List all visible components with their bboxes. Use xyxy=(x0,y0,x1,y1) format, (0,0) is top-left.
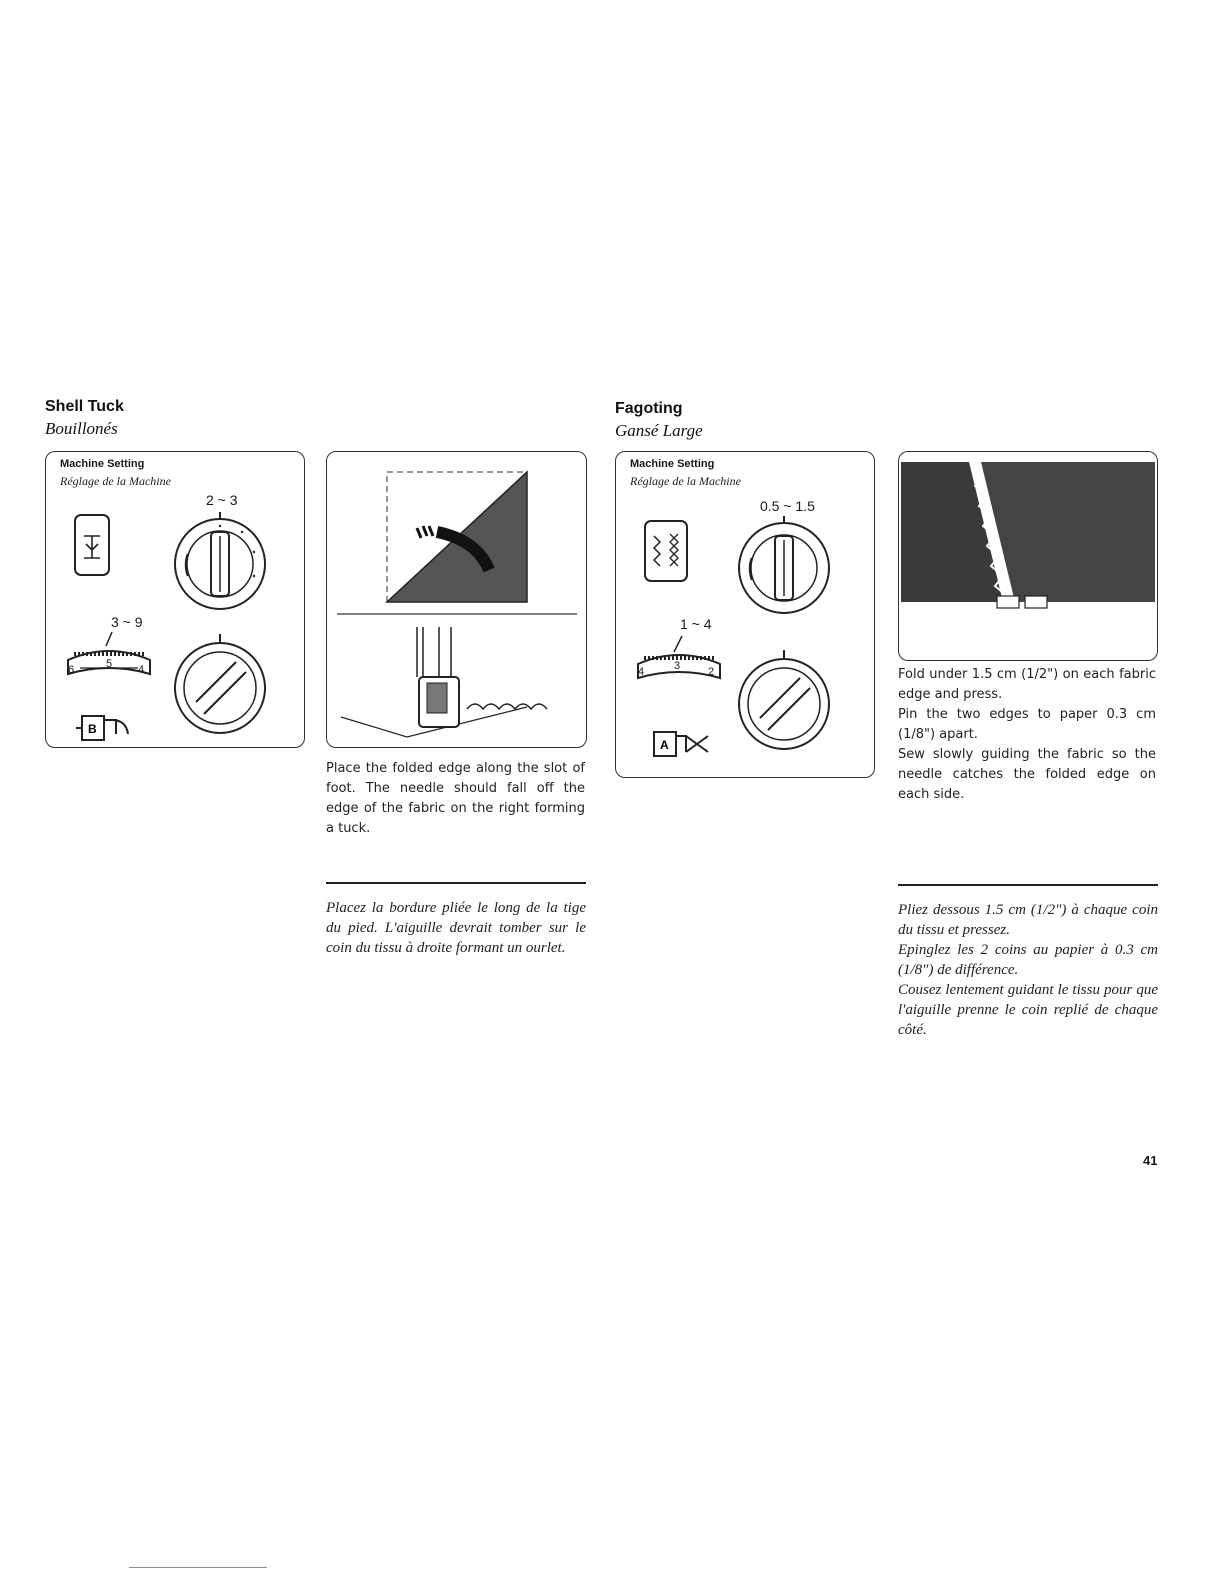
footer-link-underline xyxy=(129,1567,267,1568)
fagoting-title: Fagoting xyxy=(615,400,683,417)
divider xyxy=(898,884,1158,886)
machine-setting-label: Machine Setting xyxy=(630,458,715,470)
foot-letter: A xyxy=(660,738,669,752)
fagoting-photo-panel xyxy=(898,451,1158,661)
page-number: 41 xyxy=(1143,1153,1158,1168)
shell-tuck-machine-setting-panel xyxy=(45,451,305,748)
presser-foot-b-icon xyxy=(76,714,132,742)
length-dial-number: 2 xyxy=(708,666,715,678)
pattern-selector-knob-icon xyxy=(738,658,830,750)
stitch-width-dial-icon xyxy=(738,522,830,614)
presser-foot-sewing-illustration xyxy=(327,617,586,747)
length-dial-number: 4 xyxy=(138,664,145,676)
length-dial-number: 4 xyxy=(638,666,645,678)
instruction-line: Fold under 1.5 cm (1/2") on each fabric edge and press. xyxy=(898,667,1156,702)
shell-tuck-title-fr: Bouillonés xyxy=(45,419,118,438)
instruction-line: Pin the two edges to paper 0.3 cm (1/8") apart. xyxy=(898,707,1156,742)
divider xyxy=(326,882,586,884)
fagoting-machine-setting-panel xyxy=(615,451,875,778)
fagoting-fabric-illustration xyxy=(899,452,1157,660)
stitch-width-dial-icon xyxy=(174,518,266,610)
shell-tuck-title: Shell Tuck xyxy=(45,398,124,415)
machine-setting-label-fr: Réglage de la Machine xyxy=(630,474,741,488)
length-dial-number: 5 xyxy=(106,658,113,670)
stitch-pattern-icon xyxy=(74,514,110,576)
shell-tuck-illustration-panel xyxy=(326,451,587,748)
stitch-length-range: 1 ~ 4 xyxy=(680,616,712,632)
presser-foot-a-icon xyxy=(652,730,712,758)
machine-setting-label-fr: Réglage de la Machine xyxy=(60,474,171,488)
fagoting-title-fr: Gansé Large xyxy=(615,421,703,440)
stitch-width-range: 0.5 ~ 1.5 xyxy=(760,498,815,514)
foot-letter: B xyxy=(88,722,97,736)
length-dial-number: 6 xyxy=(68,664,75,676)
length-dial-number: 3 xyxy=(674,660,681,672)
machine-setting-label: Machine Setting xyxy=(60,458,145,470)
shell-tuck-instruction-fr: Placez la bordure pliée le long de la tige du pied. L'aiguille devrait tomber sur le coin du tissu à droite formant un ourlet. xyxy=(326,900,586,956)
stitch-pattern-icon xyxy=(644,520,688,582)
instruction-line: Pliez dessous 1.5 cm (1/2") à chaque coin du tissu et pressez. xyxy=(898,902,1158,938)
pattern-selector-knob-icon xyxy=(174,642,266,734)
instruction-line: Cousez lentement guidant le tissu pour que l'aiguille prenne le coin replié de chaque côté. xyxy=(898,982,1158,1038)
shell-tuck-instruction-en: Place the folded edge along the slot of foot. The needle should fall off the edge of the fabric on the right forming a tuck. xyxy=(326,761,585,836)
instruction-line: Sew slowly guiding the fabric so the needle catches the folded edge on each side. xyxy=(898,747,1156,802)
stitch-length-range: 3 ~ 9 xyxy=(111,614,143,630)
fagoting-instruction-en xyxy=(898,665,1156,805)
fagoting-instruction-fr xyxy=(898,900,1158,1040)
stitch-width-range: 2 ~ 3 xyxy=(206,492,238,508)
instruction-line: Epinglez les 2 coins au papier à 0.3 cm (1/8") de différence. xyxy=(898,942,1158,978)
